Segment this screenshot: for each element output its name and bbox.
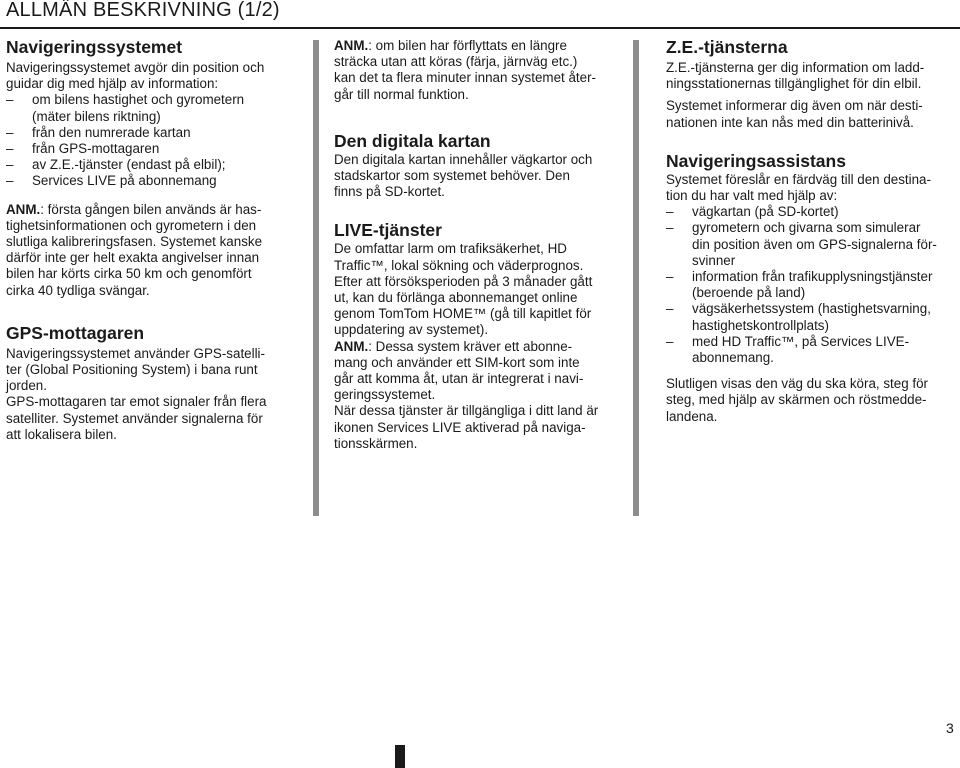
info-source-list	[6, 92, 296, 189]
note-paragraph: ANM.: första gången bilen används är has- tighetsinformationen och gyrometern i den slutliga kalibreringsfasen. Systemet kanske därför inte ger helt exakta angivelser innan bilen har körts cirka 50 km och genomfört cirka 40 tydliga svängar.	[6, 201, 263, 298]
list-item: – Services LIVE på abonnemang	[6, 173, 296, 189]
column-2	[334, 38, 626, 452]
paragraph: Den digitala kartan innehåller vägkartor och stadskartor som systemet behöver. Den finns på SD-kortet.	[334, 151, 593, 200]
page-edge-marker	[395, 745, 405, 768]
list-item: – om bilens hastighet och gyrometern (mäter bilens riktning)	[6, 92, 296, 124]
header-rule	[0, 27, 960, 29]
heading-den-digitala-kartan: Den digitala kartan	[334, 130, 491, 151]
list-item: – information från trafikupplysningstjänster (beroende på land)	[666, 269, 956, 301]
paragraph: De omfattar larm om trafiksäkerhet, HD Traffic™, lokal sökning och väderprognos. Efter att försöksperioden på 3 månader gått ut, kan du förlänga abonnemanget online genom TomTom HOME™ (gå till kapitlet för uppdatering av systemet). ANM.: Dessa system kräver ett abonne- mang och använder ett SIM-kort som inte går att komma åt, utan är integrerat i navi- geringssystemet. När dessa tjänster är tillgängliga i ditt land är ikonen Services LIVE aktiverad på naviga- tionsskärmen.	[334, 241, 599, 451]
page-title: ALLMÄN BESKRIVNING (1/2)	[6, 0, 280, 21]
list-item: – från den numrerade kartan	[6, 125, 296, 141]
paragraph: GPS-mottagaren tar emot signaler från flera satelliter. Systemet använder signalerna för att lokalisera bilen.	[6, 394, 267, 442]
note-label: ANM.	[6, 201, 41, 217]
list-item: – vägkartan (på SD-kortet)	[666, 204, 956, 220]
heading-live-tjanster: LIVE-tjänster	[334, 220, 442, 241]
list-item: – från GPS-mottagaren	[6, 141, 296, 157]
paragraph: Slutligen visas den väg du ska köra, steg för steg, med hjälp av skärmen och röstmedde- landena.	[666, 376, 929, 424]
list-item: – vägsäkerhetssystem (hastighetsvarning, hastighetskontrollplats)	[666, 301, 956, 333]
text-line: Navigeringssystemet avgör din position och	[6, 60, 265, 75]
heading-gps-mottagaren: GPS-mottagaren	[6, 322, 145, 343]
list-item: – av Z.E.-tjänster (endast på elbil);	[6, 157, 296, 173]
paragraph: Z.E.-tjänsterna ger dig information om ladd- ningsstationernas tillgänglighet för din elbil.	[666, 60, 925, 92]
heading-navigeringssystemet: Navigeringssystemet	[6, 37, 183, 57]
paragraph: Navigeringssystemet använder GPS-satelli- ter (Global Positioning System) i bana runt jorden.	[6, 345, 265, 394]
paragraph	[6, 60, 296, 92]
text-line: guidar dig med hjälp av information:	[6, 76, 219, 92]
paragraph: Systemet informerar dig även om när desti- nationen inte kan nås med din batterinivå.	[666, 98, 923, 130]
note-label: ANM.	[334, 338, 369, 354]
heading-ze-tjansterna: Z.E.-tjänsterna	[666, 37, 788, 57]
page-number: 3	[946, 720, 954, 736]
note-paragraph: ANM.: om bilen har förflyttats en längre sträcka utan att köras (färja, järnväg etc.) kan det ta flera minuter innan systemet åter- går till normal funktion.	[334, 38, 596, 102]
list-item: – med HD Traffic™, på Services LIVE- abonnemang.	[666, 334, 956, 366]
note-label: ANM.	[334, 38, 369, 53]
list-item: – gyrometern och givarna som simulerar din position även om GPS-signalerna för- svinner	[666, 220, 956, 269]
column-divider-bar	[633, 40, 639, 516]
column-1	[6, 37, 296, 443]
column-divider-bar	[313, 40, 319, 516]
heading-navigeringsassistans: Navigeringsassistans	[666, 150, 846, 171]
assist-list	[666, 204, 956, 366]
column-3	[666, 37, 956, 425]
paragraph: Systemet föreslår en färdväg till den destina- tion du har valt med hjälp av:	[666, 171, 931, 204]
